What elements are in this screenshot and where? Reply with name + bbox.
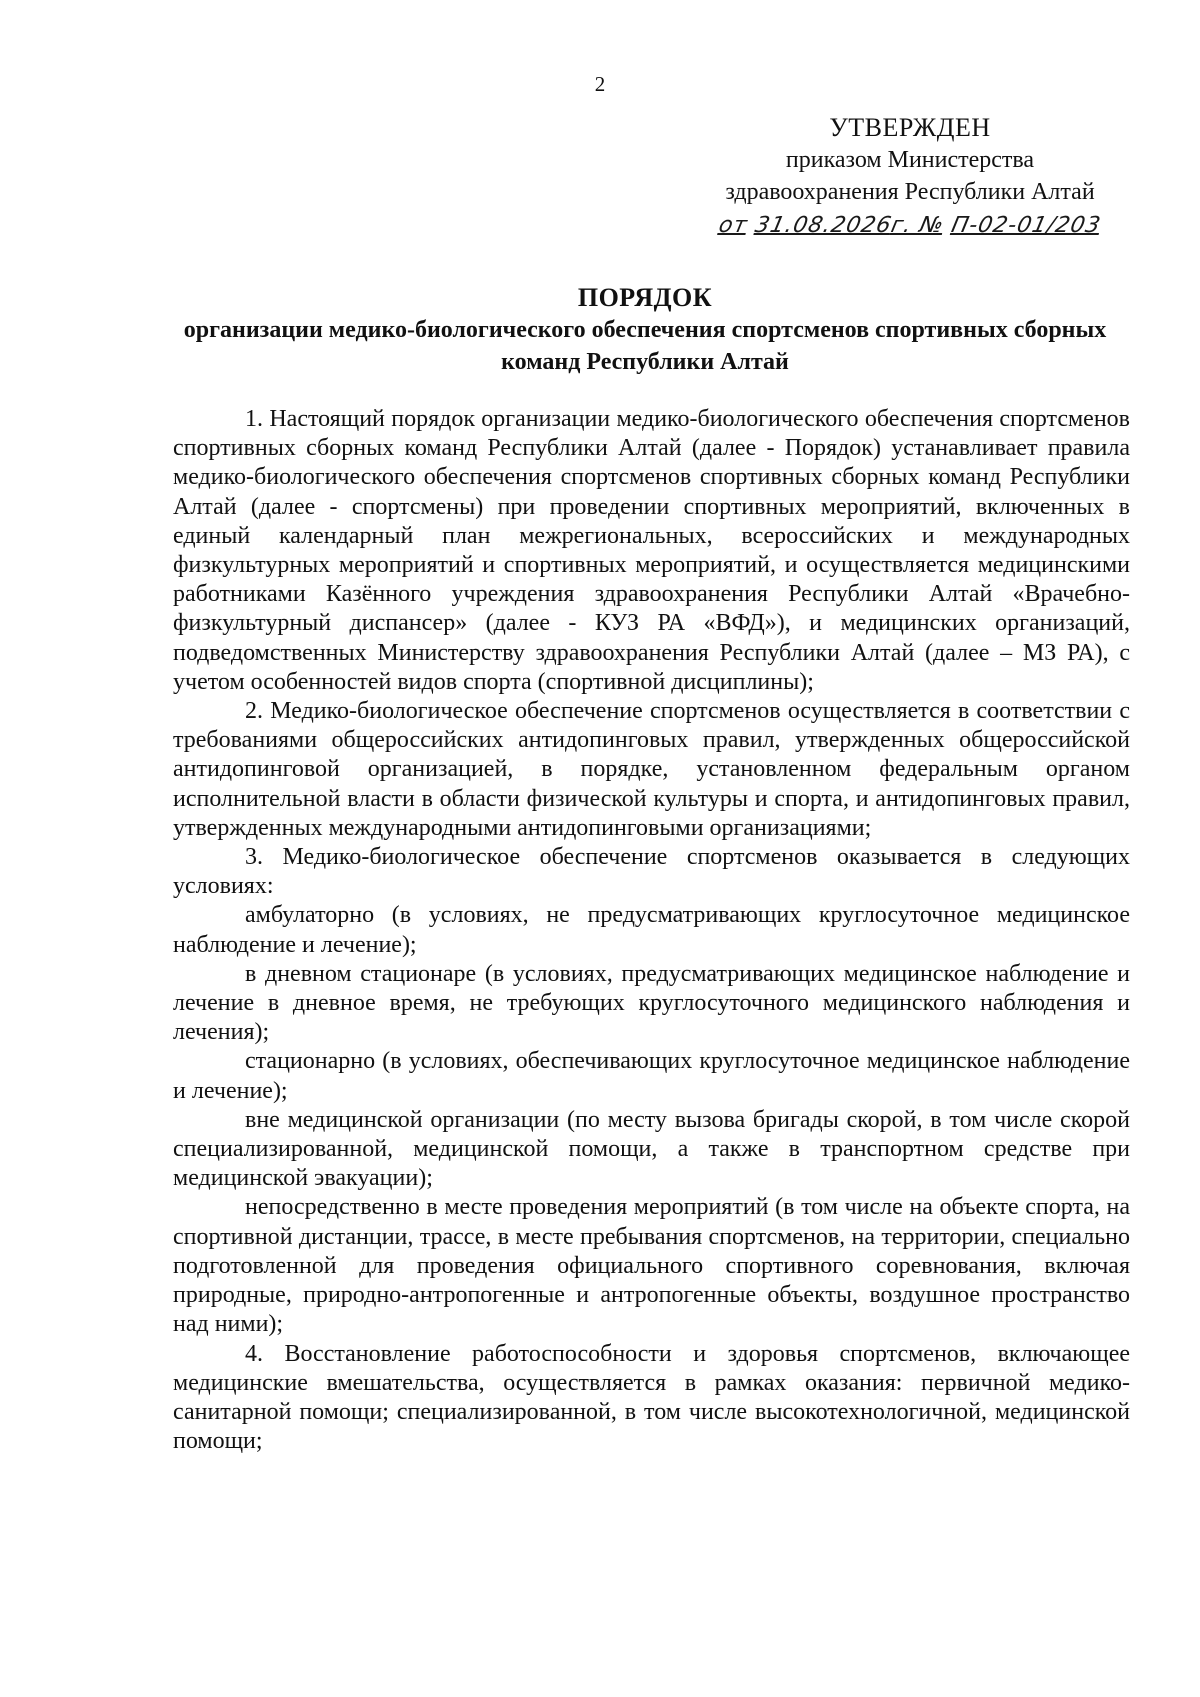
approval-line-1: приказом Министерства [785, 147, 1035, 173]
handwritten-number: П-02-01/203 [949, 213, 1104, 238]
approval-line-2: здравоохранения Республики Алтай [725, 179, 1095, 205]
paragraph-3-item-outside-facility: вне медицинской организации (по месту вызова бригады скорой, в том числе скорой специализированной, медицинской помощи, а также в транспортном средстве при медицинской эвакуации); [173, 1106, 1130, 1192]
paragraph-2: 2. Медико-биологическое обеспечение спортсменов осуществляется в соответствии с требованиями общероссийских антидопинговых правил, утвержденных общероссийской антидопинговой организацией, в порядке, установленном федеральным органом исполнительной власти в области физической культуры и спорта, и антидопинговых правил, утвержденных международными антидопинговыми организациями; [173, 698, 1130, 841]
handwritten-date: 31.08.2026 [752, 213, 895, 238]
document-subtitle: организации медико-биологического обеспечения спортсменов спортивных сборных команд Республики Алтай [183, 317, 1107, 375]
paragraph-4: 4. Восстановление работоспособности и здоровья спортсменов, включающее медицинские вмешательства, осуществляется в рамках оказания: первичной медико-санитарной помощи; специализированной, в том числе высокотехнологичной, медицинской помощи; [173, 1340, 1130, 1455]
handwritten-order-details [716, 210, 1104, 242]
document-title: ПОРЯДОК [577, 283, 713, 312]
paragraph-3: 3. Медико-биологическое обеспечение спортсменов оказывается в следующих условиях: [173, 844, 1130, 900]
paragraph-3-item-event-site: непосредственно в месте проведения мероприятий (в том числе на объекте спорта, на спортивной дистанции, трассе, в месте пребывания спортсменов, на территории, специально подготовленной для проведения официального спортивного соревнования, включая природные, природно-антропогенные и антропогенные объекты, воздушное пространство над ними); [173, 1194, 1130, 1338]
handwritten-prefix: от [716, 213, 751, 238]
paragraph-3-item-ambulatory: амбулаторно (в условиях, не предусматривающих круглосуточное медицинское наблюдение и лечение); [173, 902, 1130, 958]
paragraph-3-item-day-hospital: в дневном стационаре (в условиях, предусматривающих медицинское наблюдение и лечение в дневное время, не требующих круглосуточного медицинского наблюдения и лечения); [173, 960, 1130, 1046]
approval-stamp-block [690, 112, 1130, 242]
paragraph-3-item-inpatient: стационарно (в условиях, обеспечивающих круглосуточное медицинское наблюдение и лечение); [173, 1048, 1130, 1104]
page-number: 2 [594, 72, 606, 96]
handwritten-mid: г. № [888, 213, 947, 238]
document-body [173, 405, 1130, 1456]
approval-heading: УТВЕРЖДЕН [829, 113, 991, 142]
document-title-block [170, 282, 1120, 378]
paragraph-1: 1. Настоящий порядок организации медико-биологического обеспечения спортсменов спортивных сборных команд Республики Алтай (далее - Порядок) устанавливает правила медико-биологического обеспечения спортсменов спортивных сборных команд Республики Алтай (далее - спортсмены) при проведении спортивных мероприятий, включенных в единый календарный план межрегиональных, всероссийских и международных физкультурных мероприятий и спортивных мероприятий, и осуществляется медицинскими работниками Казённого учреждения здравоохранения Республики Алтай «Врачебно-физкультурный диспансер» (далее - КУЗ РА «ВФД»), и медицинских организаций, подведомственных Министерству здравоохранения Республики Алтай (далее – МЗ РА), с учетом особенностей видов спорта (спортивной дисциплины); [173, 406, 1130, 695]
